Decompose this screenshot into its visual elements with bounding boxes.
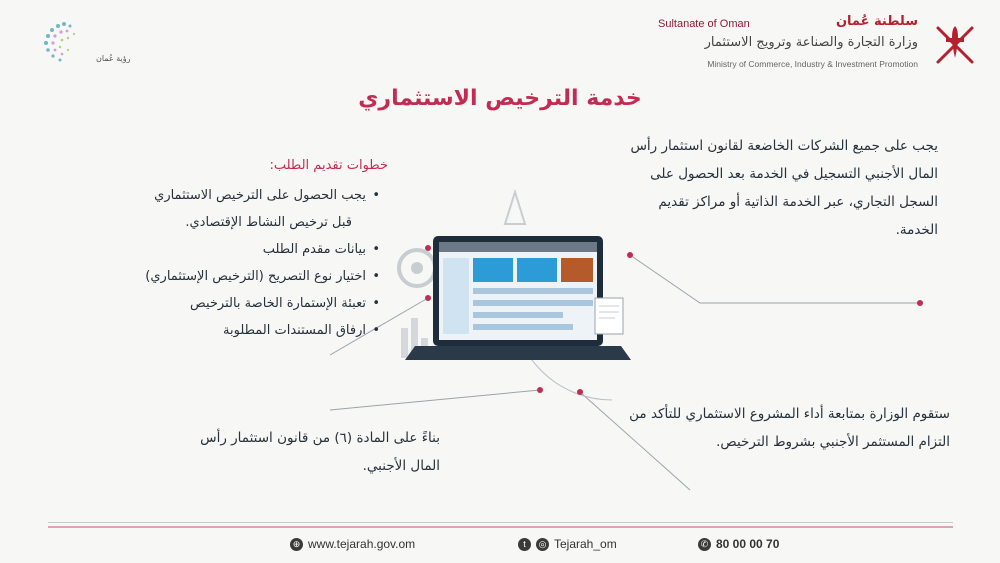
- oman-english-label: Sultanate of Oman: [658, 18, 750, 30]
- footer-phone[interactable]: [698, 537, 779, 551]
- footer-social[interactable]: [518, 537, 617, 551]
- followup-text: ستقوم الوزارة بمتابعة أداء المشروع الاستثماري للتأكد من التزام المستثمر الأجنبي بشروط الترخيص.: [629, 406, 950, 450]
- steps-list: [40, 182, 380, 344]
- list-item: • بيانات مقدم الطلب: [40, 236, 380, 263]
- footer-website[interactable]: [290, 537, 415, 551]
- page-title: خدمة الترخيص الاستثماري: [358, 86, 642, 111]
- legal-basis-text: بناءً على المادة (٦) من قانون استثمار رأس المال الأجنبي.: [200, 430, 440, 474]
- vision-caption: رؤية عُمان: [96, 54, 131, 63]
- social-handle[interactable]: Tejarah_om: [554, 537, 617, 551]
- list-item: • ارفاق المستندات المطلوبة: [40, 317, 380, 344]
- list-item-continuation: قبل ترخيص النشاط الإقتصادي.: [185, 215, 352, 230]
- laptop-illustration: [395, 188, 635, 388]
- list-item: • تعبئة الإستمارة الخاصة بالترخيص: [40, 290, 380, 317]
- footer-accent-divider: [48, 526, 953, 528]
- phone-icon: ✆: [698, 538, 711, 551]
- ministry-english-name: Ministry of Commerce, Industry & Investment Promotion: [707, 59, 918, 69]
- phone-number[interactable]: 80 00 00 70: [716, 537, 780, 551]
- steps-title: خطوات تقديم الطلب:: [269, 158, 388, 173]
- footer-divider: [48, 522, 953, 523]
- twitter-icon: t: [518, 538, 531, 551]
- list-item: • اختيار نوع التصريح (الترخيص الإستثماري): [40, 263, 380, 290]
- globe-icon: ⊕: [290, 538, 303, 551]
- list-item: • يجب الحصول على الترخيص الاستثماري: [40, 182, 380, 209]
- oman-arabic-label: سلطنة عُمان: [835, 14, 918, 29]
- instagram-icon: ◎: [536, 538, 549, 551]
- requirement-text: يجب على جميع الشركات الخاضعة لقانون استثمار رأس المال الأجنبي التسجيل في الخدمة بعد الحصول على السجل التجاري، عبر الخدمة الذاتية أو مراكز تقديم الخدمة.: [630, 138, 938, 238]
- website-link[interactable]: www.tejarah.gov.om: [308, 537, 416, 551]
- ministry-arabic-name: وزارة التجارة والصناعة وترويج الاستثمار: [704, 35, 918, 50]
